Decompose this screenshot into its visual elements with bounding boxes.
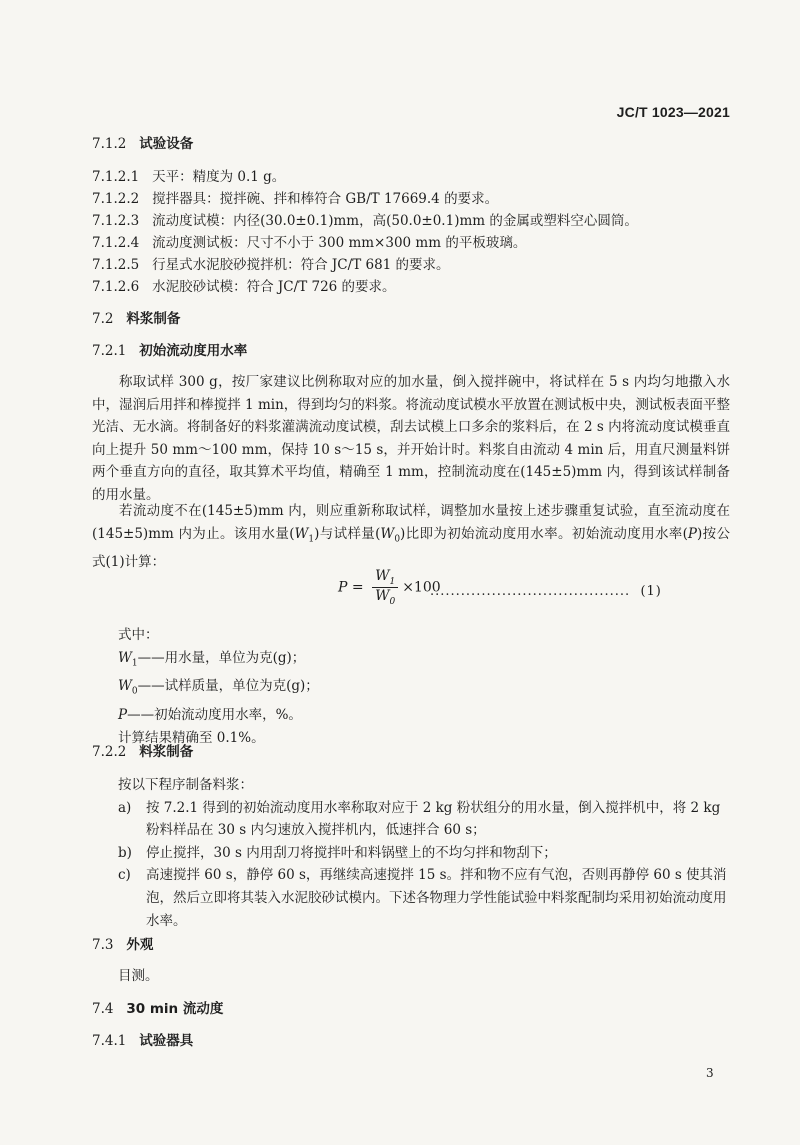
where-w1: $W_1——$用水量，单位为克(g)；	[118, 649, 306, 669]
heading-7-2-2	[92, 743, 193, 761]
list-item: c) 高速搅拌 60 s，静停 60 s，再继续高速搅拌 15 s。拌和物不应有气泡，否则再静停 60 s 使其消泡，然后立即将其装入水泥胶砂试模内。下述各物理力学性能试验中料浆配制均采用初始流动度用水率。	[118, 867, 727, 929]
where-block	[118, 624, 319, 749]
formula-number: (1)	[640, 584, 662, 599]
section-title: 初始流动度用水率	[139, 343, 248, 359]
formula-lhs: P =	[338, 579, 364, 596]
item-text: 流动度测试板：尺寸不小于 300 mm×300 mm 的平板玻璃。	[152, 235, 527, 251]
equip-item	[92, 212, 638, 230]
equip-item	[92, 256, 450, 274]
section-title: 料浆制备	[139, 744, 194, 760]
standard-number: JC/T 1023—2021	[616, 104, 730, 120]
heading-7-3	[92, 936, 153, 954]
where-p: P——初始流动度用水率，%。	[118, 706, 302, 723]
section-title: 外观	[126, 937, 154, 953]
heading-7-4	[92, 1000, 223, 1018]
heading-7-4-1	[92, 1032, 193, 1050]
section-title: 料浆制备	[126, 311, 181, 327]
section-number: 7.1.2	[92, 136, 127, 152]
formula-multiplier: ×100	[402, 579, 441, 596]
where-w0: $W_0——$试样质量，单位为克(g)；	[118, 678, 319, 697]
formula-leader: ....................................... (1)	[430, 584, 662, 599]
paragraph-procedure: 称取试样 300 g，按厂家建议比例称取对应的加水量，倒入搅拌碗中，将试样在 5 s 内均匀地撒入水中，湿润后用拌和棒搅拌 1 min，得到均匀的料浆。将流动度试模水平放置在测试板中央，测试板表面平整光洁、无水滴。将制备好的料浆灌满流动度试模，刮去试模上口多余的浆料后，在 2 s 内将流动度试模垂直向上提升 50 mm～100 mm，保持 10 s～15 s，并开始计时。料浆自由流动 4 min 后，用直尺测量料饼两个垂直方向的直径，取其算术平均值，精确至 1 mm，控制流动度在(145±5)mm 内，得到该试样制备的用水量。	[92, 374, 730, 503]
section-number: 7.3	[92, 937, 114, 953]
section-number: 7.2.2	[92, 744, 127, 760]
paragraph-retry: 若流动度不在(145±5)mm 内，则应重新称取试样，调整加水量按上述步骤重复试验，直至流动度在(145±5)mm 内为止。该用水量$(W_1)$与试样量$(W_0)$比即为初始流动度用水率。初始流动度用水率(P)按公式(1)计算：	[92, 503, 730, 570]
procedure-intro: 按以下程序制备料浆：	[118, 777, 253, 793]
heading-7-1-2	[92, 135, 193, 153]
page-number: 3	[706, 1066, 714, 1080]
appearance-text: 目测。	[118, 968, 159, 984]
heading-7-2	[92, 310, 180, 328]
formula-1	[338, 568, 441, 607]
section-number: 7.2	[92, 311, 114, 327]
heading-7-2-1	[92, 342, 247, 360]
section-number: 7.4.1	[92, 1033, 127, 1049]
section-title: 30 min 流动度	[126, 1001, 224, 1017]
equip-item	[92, 278, 396, 296]
item-text: 天平：精度为 0.1 g。	[152, 169, 286, 185]
where-intro: 式中：	[118, 627, 159, 643]
item-number: 7.1.2.6	[92, 279, 140, 295]
item-number: 7.1.2.3	[92, 213, 140, 229]
equip-item	[92, 190, 498, 208]
item-number: 7.1.2.1	[92, 169, 140, 185]
list-item: a) 按 7.2.1 得到的初始流动度用水率称取对应于 2 kg 粉状组分的用水量，倒入搅拌机中，将 2 kg 粉料样品在 30 s 内匀速放入搅拌机内，低速拌合 60 s；	[118, 799, 721, 839]
item-number: 7.1.2.2	[92, 191, 140, 207]
formula-fraction: $\frac{W_1}{W_0}$	[372, 568, 398, 607]
section-title: 试验设备	[139, 136, 194, 152]
item-text: 流动度试模：内径(30.0±0.1)mm，高(50.0±0.1)mm 的金属或塑料空心圆筒。	[152, 213, 638, 229]
section-number: 7.4	[92, 1001, 114, 1017]
procedure-list	[118, 774, 730, 932]
item-text: 水泥胶砂试模：符合 JC/T 726 的要求。	[152, 279, 396, 295]
item-number: 7.1.2.5	[92, 257, 140, 273]
section-number: 7.2.1	[92, 343, 127, 359]
item-text: 搅拌器具：搅拌碗、拌和棒符合 GB/T 17669.4 的要求。	[152, 191, 499, 207]
item-text: 行星式水泥胶砂搅拌机：符合 JC/T 681 的要求。	[152, 257, 450, 273]
item-number: 7.1.2.4	[92, 235, 140, 251]
section-title: 试验器具	[139, 1033, 194, 1049]
equip-item	[92, 168, 285, 186]
accuracy-note: 计算结果精确至 0.1%。	[118, 729, 265, 746]
equip-item	[92, 234, 526, 252]
list-item: b) 停止搅拌，30 s 内用刮刀将搅拌叶和料锅壁上的不均匀拌和物刮下；	[118, 844, 557, 861]
